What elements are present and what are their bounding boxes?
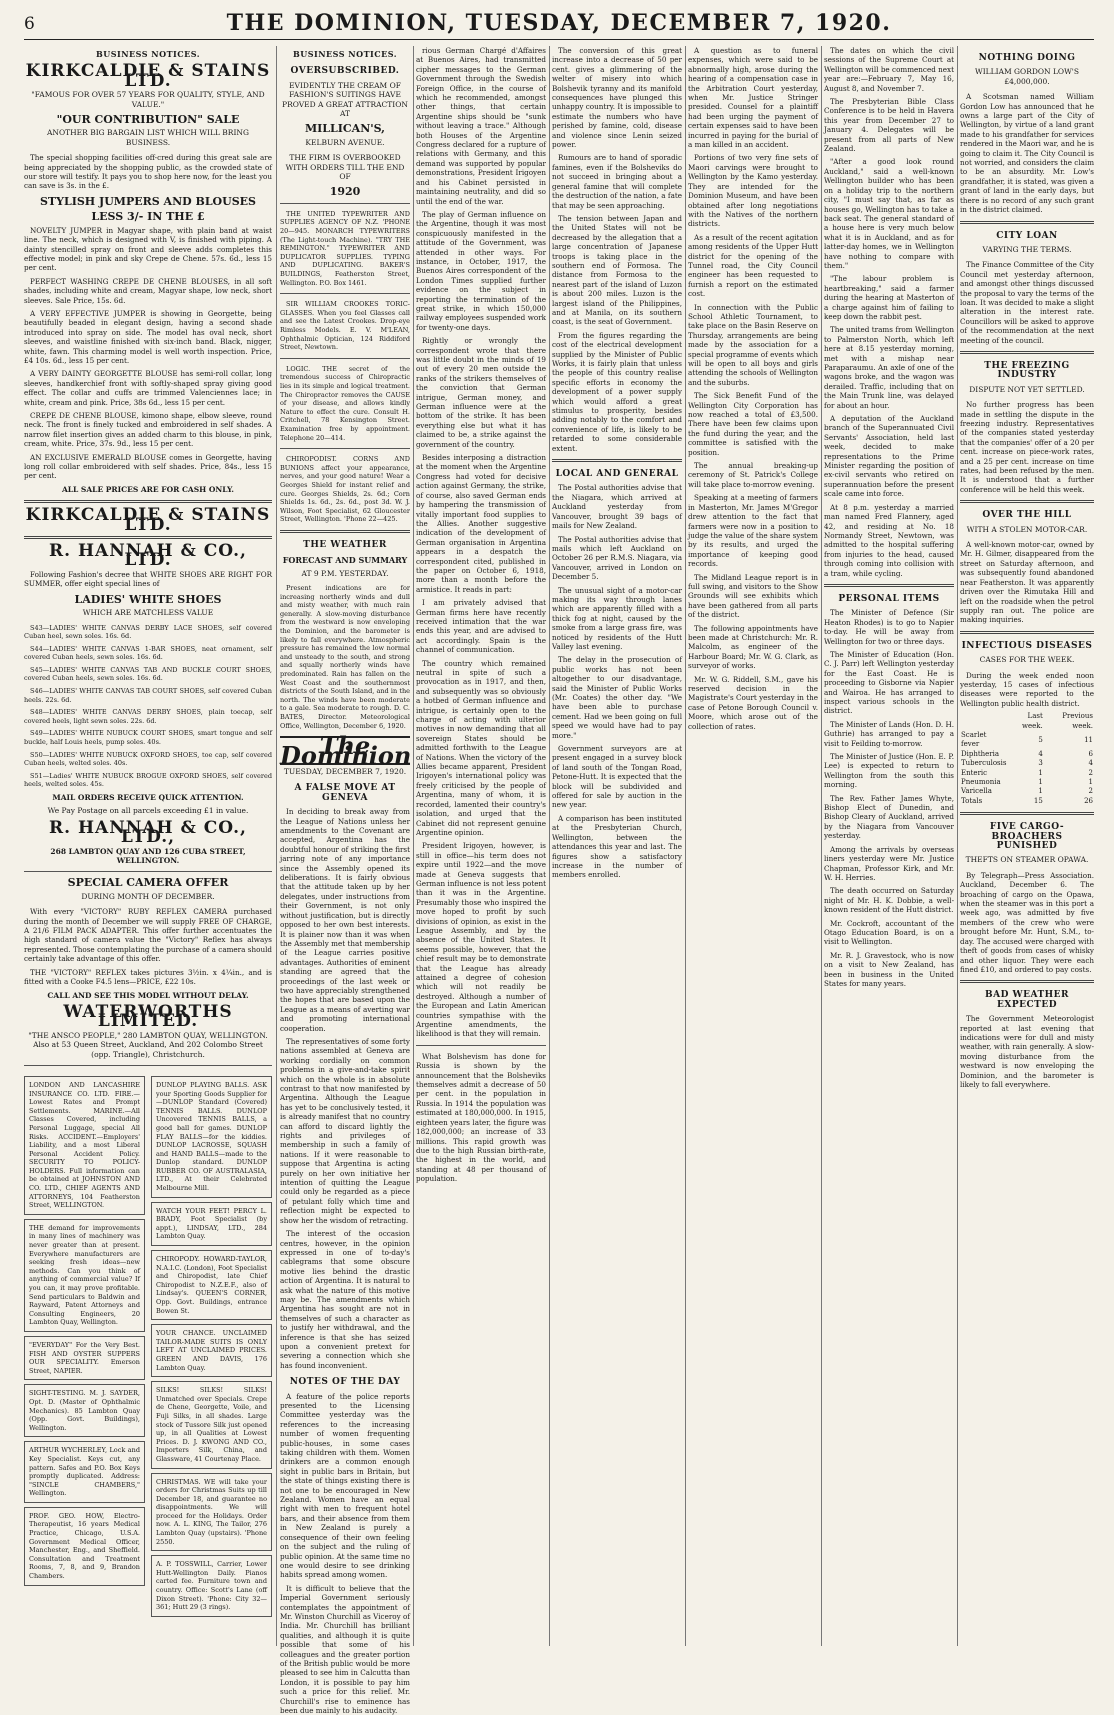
local-item: Speaking at a meeting of farmers in Masterton, Mr. James M'Gregor drew attention to the fact that farmers were now in a position to judge the value of the share system by its results, and urged the importance of keeping good records. [688, 493, 818, 569]
editorial-continued: I am privately advised that German firms here have recently received intimation that the war ends this year, and are advised to act accordingly. Spain is the channel of communication. [416, 598, 546, 655]
shoe-item: S46—LADIES' WHITE CANVAS TAB COURT SHOES, self covered Cuban heels. 22s. 6d. [24, 687, 272, 704]
oversubscribed-heading: OVERSUBSCRIBED. [290, 66, 400, 77]
small-ads-left [24, 1072, 145, 1621]
column-rule [685, 46, 686, 1646]
year-heading: 1920 [329, 185, 361, 199]
millicans-text: THE FIRM IS OVERBOOKED WITH ORDERS TILL THE END OF [285, 153, 405, 182]
waterworths-address: "THE ANSCO PEOPLE," 280 LAMBTON QUAY, WELLINGTON. Also at 53 Queen Street, Auckland, And 202 Colombo Street (opp. Triangle), Christchurch. [28, 1030, 268, 1059]
table-cell: Scarlet fever [961, 730, 987, 749]
sale-intro: The special shopping facilities off-cred during this great sale are being appreciated by the shopping public, as the crowded state of our store will testify. It pays you to shop here now, for the least you can save is 3s. in the £. [24, 153, 272, 191]
diseases-table [960, 712, 1094, 806]
local-item: The dates on which the civil sessions of the Supreme Court at Wellington will be commenced next year are:—February 7, May 16, August 8, and November 7. [824, 46, 954, 93]
table-cell: 11 [1084, 735, 1093, 744]
personal-item: Mr. Cockroft, accountant of the Otago Education Board, is on a visit to Wellington. [824, 918, 954, 947]
nothing-doing-subheading: WILLIAM GORDON LOW'S £4,000,000. [974, 67, 1079, 86]
table-row [960, 778, 1094, 787]
editorial-continued: Besides interposing a distraction at the moment when the Argentine Congress had voted for decisive action against Germany, the strike, of course, also saved German ends by hampering the transmission of vitally important food supplies to the Allies. Another suggestive indication of the development of German organisation in Argentina appears in a despatch the correspondent cited, published in the paper on October 6, 1918, more than a month before the armistice. It reads in part: [416, 453, 546, 594]
table-row [960, 759, 1094, 768]
kirkcaldie-slogan: "FAMOUS FOR OVER 57 YEARS FOR QUALITY, STYLE, AND VALUE." [31, 90, 265, 109]
local-item: "After a good look round Auckland," said a well-known Wellington builder who has been on a holiday trip to the northern city, "I must say that, as far as houses go, Wellington has to take a back seat. The general standard of a house here is very much below what it is in Auckland, and as for latter-day homes, we in Wellington have nothing to compare with them." [824, 157, 954, 270]
local-item: In connection with the Public School Athletic Tournament, to take place on the Basin Reserve on Thursday, arrangements are being made by the association for a special programme of events which will be open to all boys and girls attending the schools of Wellington and the suburbs. [688, 302, 818, 387]
editorial-paragraph: In deciding to break away from the League of Nations unless her amendments to the Covenant are accepted, Argentina has the doubtful honour of striking the first jarring note of any importance since the Assembly opened its deliberations. It is fairly obvious that the attitude taken up by her delegates, under instructions from their Government, is not only without justification, but is directly opposed to her own best interests. It is plainer now than it was when the Assembly met that membership of the League carries positive advantages. Authorities of eminent standing are agreed that the proceedings of the last week or two have appreciably strengthened the hopes that are based upon the League as a means of averting war and promoting international cooperation. [280, 807, 410, 1033]
city-loan-heading: CITY LOAN [996, 230, 1058, 241]
small-ad: THE demand for improvements in many lines of machinery was never greater than at present. Everywhere manufacturers are seeking fresh ideas—new methods. Can you think of anything of commercial value? If you can, it may prove profitable. Send particulars to Baldwin and Rayward, Patent Attorneys and Consulting Engineers, 20 Lambton Quay, Wellington. [24, 1219, 145, 1332]
local-item: The Presbyterian Bible Class Conference is to be held in Havera this year from December 27 to January 4. Delegates will be present from all parts of New Zealand. [824, 97, 954, 154]
local-item: The Postal authorities advise that the Niagara, which arrived at Auckland yesterday from Vancouver, brought 39 bags of mails for New Zealand. [552, 483, 682, 531]
editorial-continued: Rightly or wrongly the correspondent wrote that there was little doubt in the minds of 19 out of every 20 men outside the ranks of the strikers themselves of the conviction that German intrigue, German money, and German influence were at the bottom of the strike. It has been everything else but what it has claimed to be, a strike against the government of the country. [416, 336, 546, 449]
divider [24, 871, 272, 872]
table-header-cell: Last week. [1022, 712, 1043, 730]
page-columns [24, 46, 1095, 1715]
camera-text: With every "VICTORY" RUBY REFLEX CAMERA purchased during the month of December we will supply FREE OF CHARGE, A 21/6 FILM PACK ADAPTER. This offer further accentuates the high standard of camera value the "Victory" Reflex has always represented. Those contemplating the purchase of a camera should certainly take advantage of this offer. [24, 907, 272, 964]
divider [416, 1045, 546, 1046]
local-item: The Midland League report is in full swing, and visitors to the Show Grounds will see exhibits which have been gathered from all parts of the district. [688, 572, 818, 620]
shoe-item: S50—LADIES' WHITE NUBUCK OXFORD SHOES, toe cap, self covered Cuban heels, welted soles. 40s. [24, 750, 272, 768]
table-cell: 1 [1088, 778, 1093, 786]
divider [24, 500, 272, 503]
divider [960, 980, 1094, 983]
table-cell: 26 [1084, 796, 1093, 805]
divider [24, 1065, 272, 1066]
shoe-item: S45—LADIES' WHITE CANVAS TAB AND BUCKLE COURT SHOES, covered Cuban heels, sewn soles. 16s. 6d. [24, 665, 272, 683]
oversubscribed-text: EVIDENTLY THE CREAM OF FASHION'S SUITINGS HAVE PROVED A GREAT ATTRACTION AT [282, 80, 408, 119]
personal-item: The Minister of Education (Hon. C. J. Parr) left Wellington yesterday for the East Coast. He is proceeding to Gisborne via Napier and Wairoa. He has arranged to inspect various schools in the district. [824, 649, 954, 716]
local-item: The delay in the prosecution of public works has not been altogether to our disadvantage, said the Minister of Public Works (Mr. Coates) the other day. "We have been able to purchase cement. Had we been going on full speed we would have had to pay more." [552, 655, 682, 740]
table-header-row [960, 712, 1094, 731]
small-ad: A. P. TOSSWILL, Carrier, Lower Hutt-Wellington Daily. Pianos carted fee. Furniture town and country. Office: Scott's Lane (off Dixon Street). 'Phone: City 32—361; Hutt 29 (3 rings). [151, 1555, 272, 1617]
table-cell: 1 [1038, 787, 1043, 796]
freezing-heading: THE FREEZING INDUSTRY [984, 360, 1070, 381]
local-item: Mr. W. G. Riddell, S.M., gave his reserved decision in the Magistrate's Court yesterday in the case of Petone Borough Council v. Moore, which arose out of the collection of rates. [688, 674, 818, 731]
divider [960, 812, 1094, 815]
hannah-heading: R. HANNAH & CO., LTD. [49, 541, 247, 571]
personal-heading: PERSONAL ITEMS [838, 593, 940, 604]
small-ad: "EVERYDAY" For the Very Best. FISH AND OYSTER SUPPERS OUR SPECIALITY. Emerson Street, NAPIER. [24, 1336, 145, 1380]
editorial-heading: A FALSE MOVE AT GENEVA [294, 783, 396, 803]
table-cell: Pneumonia [961, 778, 1001, 786]
freezing-text: No further progress has been made in settling the dispute in the freezing industry. Representatives of the companies stated yesterday that the companies' offer of a 20 per cent. increase on piece-work rates, and a 25 per cent. increase on time rates, had been refused by the men. It is understood that a further conference will be held this week. [960, 400, 1094, 494]
table-cell: Tuberculosis [961, 759, 1007, 768]
weather-heading: THE WEATHER [303, 539, 387, 550]
table-header-cell [960, 712, 1008, 731]
sale-item: PERFECT WASHING CREPE DE CHENE BLOUSES, in all soft shades, including white and cream, Magyar shape, low neck, short sleeves. Sale Price, 15s. 6d. [24, 276, 272, 305]
discount-heading: LESS 3/- IN THE £ [91, 210, 205, 224]
table-cell: 3 [1038, 759, 1043, 768]
editorial-continued: President Irigoyen, however, is still in office—his term does not expire until 1922—and the move made at Geneva suggests that German influence is not less potent than it was in the Argentine. Presumably those who inspired the move hoped to profit by such divisions of opinion, as exist in the League Assembly, and by the absence of the United States. It seems possible, however, that the chief result may be to demonstrate that the League has already attained a degree of cohesion which will not readily be destroyed. Although a number of the European and Latin American countries sympathise with the Argentine amendments, the likelihood is that they will remain. [416, 841, 546, 1039]
small-ad: CHRISTMAS. WE will take your orders for Christmas Suits up till December 18, and guarantee no disappointments. We will proceed for the Holidays. Order now. A. L. KING, The Tailor, 276 Lambton Quay (upstairs). 'Phone 2550. [151, 1473, 272, 1552]
local-item: Portions of two very fine sets of Maori carvings were brought to Wellington by the Kamo yesterday. They are intended for the Dominion Museum, and have been obtained after long negotiations with the Natives of the northern districts. [688, 153, 818, 229]
table-cell: Enteric [961, 768, 988, 777]
over-hill-text: A well-known motor-car, owned by Mr. H. Gilmer, disappeared from the street on Saturday afternoon, and was subsequently found abandoned near Featherston. It was apparently driven over the Rimutaka Hill and left on the roadside when the petrol supply ran out. The police are making inquiries. [960, 540, 1094, 625]
logic-ad: LOGIC. THE secret of the tremendous success of Chiropractic lies in its simple and logical treatment. The Chiropractor removes the CAUSE of your disease, and allows kindly Nature to effect the cure. Consult H. Critchell, 78 Kensington Street. Examination free by appointment. Telephone 20—414. [280, 364, 410, 442]
divider [960, 631, 1094, 634]
divider [280, 293, 410, 294]
small-ad: SIGHT-TESTING. M. J. SAYDER, Opt. D. (Master of Ophthalmic Mechanics). 85 Lambton Quay (Opp. Govt. Buildings), Wellington. [24, 1384, 145, 1437]
local-item: A deputation of the Auckland branch of the Superannuated Civil Servants' Association, held last week, decided to make representations to the Prime Minister regarding the position of ex-civil servants who retired on superannuation before the present scale came into force. [824, 414, 954, 499]
divider [280, 358, 410, 359]
personal-item: The Minister of Justice (Hon. E. P. Lee) is expected to return to Wellington from the south this morning. [824, 752, 954, 790]
divider [280, 530, 410, 533]
sale-item: A VERY EFFECTIVE JUMPER is showing in Georgette, being beautifully beaded in elegant design, having a second shade introduced into spray on side. The model has oval neck, short sleeves, and waistline finished with six-inch band. Black, nigger, white, fawn. This charming model is well worth inspection. Price, £4 10s. 6d., less 15 per cent. [24, 308, 272, 365]
over-hill-subheading: WITH A STOLEN MOTOR-CAR. [966, 524, 1088, 534]
white-shoes-subheading: WHICH ARE MATCHLESS VALUE [82, 608, 214, 618]
section-header: BUSINESS NOTICES. [95, 49, 201, 59]
over-hill-heading: OVER THE HILL [982, 510, 1072, 521]
table-cell: 2 [1088, 768, 1093, 777]
cargo-text: By Telegraph—Press Association. Auckland, December 6. The broaching of cargo on the Opawa, when the steamer was in this port a week ago, was admitted by five members of the crew who were brought before Mr. Hunt, S.M., to-day. The accused were charged with theft of goods from cases of whisky and other liquor. They were each fined £10, and ordered to pay costs. [960, 870, 1094, 974]
weather-subheading: FORECAST AND SUMMARY [282, 555, 408, 566]
bad-weather-text: The Government Meteorologist reported at last evening that indications were for dull and misty weather, with rain generally. A slow-moving disturbance from the westward is now enveloping the Dominion, and the barometer is likely to fall everywhere. [960, 1014, 1094, 1089]
small-ad: PROF. GEO. HOW, Electro-Therapeutist, 16 years Medical Practice, Chicago, U.S.A. Government Medical Officer, Manchester, Eng., and Sheffield. Consultation and Treatment Rooms, 7, 8, and 9, Brandon Chambers. [24, 1507, 145, 1586]
diseases-heading: INFECTIOUS DISEASES [961, 640, 1093, 651]
hannah-heading-2: R. HANNAH & CO., LTD., [49, 817, 247, 848]
divider [960, 500, 1094, 503]
news-column [552, 46, 682, 1656]
column-rule [957, 46, 958, 1646]
postage-note: We Pay Postage on all parcels exceeding £1 in value. [47, 806, 249, 816]
editorial-date: TUESDAY, DECEMBER 7, 1920. [283, 767, 407, 776]
local-column [688, 46, 818, 1656]
divider [824, 584, 954, 587]
hannah-intro: Following Fashion's decree that WHITE SHOES ARE RIGHT FOR SUMMER, offer eight special lines of [24, 569, 272, 589]
table-cell: 5 [1038, 735, 1043, 744]
divider [552, 459, 682, 462]
notices-column [280, 46, 412, 1715]
sale-item: NOVELTY JUMPER in Magyar shape, with plain band at waist line. The neck, which is designed with V, is finished with piping. A dainty stencilled spray on front and sleeve adds completes this effective model; in pink and sky Crepe de Chene. 57s. 6d., less 15 per cent. [24, 225, 272, 273]
waterworths-heading: WATERWORTHS LIMITED. [63, 1001, 233, 1032]
sale-item: A VERY DAINTY GEORGETTE BLOUSE has semi-roll collar, long sleeves, handkerchief front with softly-shaped spray giving good effect. The collar and cuffs are trimmed Valenciennes lace; in white, cream and pink. Price, 38s 6d., less 15 per cent. [24, 369, 272, 407]
table-cell: 15 [1033, 796, 1043, 805]
hannah-address: 268 LAMBTON QUAY AND 126 CUBA STREET, WELLINGTON. [50, 846, 246, 866]
divider [280, 448, 410, 449]
personal-item: The Rev. Father James Whyte, Bishop Elect of Dunedin, and Bishop Cleary of Auckland, arrived by the Niagara from Vancouver yesterday. [824, 793, 954, 841]
local-item: The unusual sight of a motor-car making its way through lanes which are apparently filled with a thick fog at night, caused by the smoke from a large grass fire, was noticed by residents of the Hutt Valley last evening. [552, 585, 682, 651]
table-cell: 1 [1038, 768, 1043, 777]
shoe-item: S44—LADIES' WHITE CANVAS 1-BAR SHOES, neat ornament, self covered Cuban heels, sewn soles. 16s. 6d. [24, 644, 272, 662]
millicans-heading: MILLICAN'S, [304, 122, 386, 136]
column-rule [821, 46, 822, 1646]
editorial-continued: The country which remained neutral in spite of such a provocation as in 1917, and then, and subsequently was so obviously a hotbed of German influence and intrigue, is certainly open to the charge of acting with ulterior motives in now demanding that all sovereign States should be admitted forthwith to the League of Nations. When the victory of the Allies became apparent, President Irigoyen's international policy was freely criticised by the people of Argentina, many of whom, it is recorded, lamented their country's isolation, and urged that the Cabinet did not represent genuine Argentine opinion. [416, 658, 546, 837]
bad-weather-heading: BAD WEATHER EXPECTED [984, 990, 1070, 1010]
typewriter-ad: THE UNITED TYPEWRITER AND SUPPLIES AGENCY OF N.Z. 'PHONE 20—945. MONARCH TYPEWRITERS (The Light-touch Machine). "TRY THE REMINGTON." TYPEWRITER AND DUPLICATOR SUPPLIES. TYPING AND DUPLICATING. BAKER'S BUILDINGS, Featherston Street, Wellington. P.O. Box 1461. [280, 209, 410, 287]
mail-orders: MAIL ORDERS RECEIVE QUICK ATTENTION. [52, 793, 244, 802]
local-item: The annual breaking-up ceremony of St. Patrick's College will take place to-morrow evening. [688, 461, 818, 489]
personal-item: The death occurred on Saturday night of Mr. H. K. Dobbie, a well-known resident of the Hutt district. [824, 886, 954, 915]
table-row [960, 769, 1094, 778]
editorial-continued: The play of German influence on the Argentine, though it was most conspicuously manifested in the attitude of the Government, was attended in other ways. For instance, in October, 1917, the Buenos Aires correspondent of the London Times supplied further evidence on the subject in reporting the termination of the great strike, in which 150,000 railway employees suspended work for twenty-one days. [416, 209, 546, 332]
personal-item: Among the arrivals by overseas liners yesterday were Mr. Justice Chapman, Professor Kirk, and Mr. W. H. Herries. [824, 844, 954, 882]
notes-continued: The conversion of this great increase into a decrease of 50 per cent. gives a glimmering of the welter of misery into which Bolshevik tyranny and its manifold consequences have plunged this unhappy country. It is impossible to estimate the numbers who have perished by famine, cold, disease and violence since Lenin seized power. [552, 46, 682, 150]
table-cell: Totals [961, 796, 983, 805]
notes-continued: The tension between Japan and the United States will not be decreased by the allegation that a large concentration of Japanese troops is taking place in the southern end of Formosa. The distance from Formosa to the nearest part of the island of Luzon is about 200 miles. Luzon is the largest island of the Philippines, and at Manila, on its southern coast, is the seat of Government. [552, 213, 682, 327]
local-item: At 8 p.m. yesterday a married man named Fred Flannery, aged 42, and residing at No. 18 Normandy Street, Newtown, was admitted to the hospital suffering from injuries to the head, caused through coming into collision with a tram, while cycling. [824, 502, 954, 578]
newspaper-title: THE DOMINION, TUESDAY, DECEMBER 7, 1920. [226, 10, 892, 36]
diseases-subheading: CASES FOR THE WEEK. [979, 655, 1075, 665]
cargo-subheading: THEFTS ON STEAMER OPAWA. [965, 855, 1089, 865]
small-ads-right [151, 1072, 272, 1621]
cash-notice: ALL SALE PRICES ARE FOR CASH ONLY. [61, 484, 235, 494]
crookes-ad: SIR WILLIAM CROOKES TORIC-GLASSES. When you feel Glasses call and see the Latest Crookes. Drop-eye Rimless Models. E. V. M'LEAN, Ophthalmic Optician, 124 Riddiford Street, Newtown. [280, 300, 410, 352]
personal-column [824, 46, 954, 1656]
divider [280, 203, 410, 204]
notes-continued: From the figures regarding the cost of the electrical development supplied by the Minister of Public Works, it is fairly plain that unless the people of this country realise specific efforts in economy the development of a power supply which would afford a great stimulus to prosperity, besides adding notably to the comfort and convenience of life, is likely to be retarded to some considerable extent. [552, 330, 682, 453]
diseases-text: During the week ended noon yesterday, 15 cases of infectious diseases were reported to the Wellington public health district. [960, 670, 1094, 708]
table-cell: 1 [1038, 778, 1043, 786]
cargo-heading: FIVE CARGO-BROACHERS PUNISHED [989, 822, 1065, 852]
camera-heading: SPECIAL CAMERA OFFER [67, 876, 229, 890]
sale-heading: "OUR CONTRIBUTION" SALE [56, 113, 240, 127]
shoe-item: S48—LADIES' WHITE CANVAS DERBY SHOES, plain toecap, self covered heels, light sewn soles. 22s. 6d. [24, 708, 272, 725]
small-ad: ARTHUR WYCHERLEY, Lock and Key Specialist. Keys cut, any pattern. Safes and P.O. Box Keys promptly duplicated. Address: "SINCLE CHAMBERS," Wellington. [24, 1441, 145, 1503]
editorial-column [416, 46, 546, 1656]
section-header: BUSINESS NOTICES. [292, 49, 398, 59]
kirkcaldie-heading: KIRKCALDIE & STAINS LTD. [25, 61, 271, 91]
table-cell: 2 [1088, 787, 1093, 796]
column-rule [276, 46, 277, 1646]
editorial-paragraph: The representatives of some forty nations assembled at Geneva are working cordially on common problems in a give-and-take spirit which on the whole is in absolute contrast to that now manifested by Argentina. Although the League has yet to be conclusively tested, it is already manifest that no country can afford to discard lightly the rights and privileges of membership in such a family of nations. If it were reasonable to suppose that Argentina is acting purely on her own initiative her intention of quitting the League could only be regarded as a piece of petulant folly which time and reflection might be expected to show her the wisdom of retracting. [280, 1036, 410, 1225]
white-shoes-heading: LADIES' WHITE SHOES [74, 592, 222, 606]
local-item: The Sick Benefit Fund of the Wellington City Corporation has now reached a total of £3,500. There have been few claims upon the fund during the year, and the committee is satisfied with the position. [688, 391, 818, 457]
table-cell: Diphtheria [961, 749, 1000, 758]
sale-item: AN EXCLUSIVE EMERALD BLOUSE comes in Georgette, having long roll collar embroidered with self shades. Price, 84s., less 15 per cent. [24, 452, 272, 481]
masthead [24, 6, 1094, 40]
freezing-subheading: DISPUTE NOT YET SETTLED. [969, 384, 1085, 394]
city-loan-text: The Finance Committee of the City Council met yesterday afternoon, and amongst other things discussed the proposal to vary the terms of the loan. It was decided to make a slight alteration in the interest rate. Councillors will be asked to approve of the recommendation at the next meeting of the council. [960, 260, 1094, 345]
table-cell: 4 [1038, 749, 1043, 758]
weather-text: Present indications are for increasing northerly winds and dull and misty weather, with much rain generally. A slow-moving disturbance from the westward is now enveloping the Dominion, and the barometer is likely to fall everywhere. Atmospheric pressure has remained the low normal and unsteady to the south, and strong and squally northerly winds have predominated. Rain has fallen on the West Coast and the southernmost districts of the South Island, and in the north. The winds have been moderate to a gale. Sea moderate to rough. D. C. BATES, Director. Meteorological Office, Wellington, December 6, 1920. [280, 584, 410, 730]
nothing-doing-text: A Scotsman named William Gordon Low has announced that he owns a large part of the City of Wellington, by virtue of a land grant made to his grandfather for services rendered in the Maori war, and he is going to claim it. The City Council is not worried, and considers the claim to be an absurdity. Mr. Low's grandfather, it is stated, was given a grant of land in the early days, but there is no record of any such grant in the district claimed. [960, 92, 1095, 215]
personal-item: The Minister of Lands (Hon. D. H. Guthrie) has arranged to pay a visit to Feilding to-morrow. [824, 719, 954, 748]
local-item: A question as to funeral expenses, which were said to be abnormally high, arose during the hearing of a compensation case in the Arbitration Court yesterday, when Mr. Justice Stringer presided. Counsel for a plaintiff had been urging the payment of certain expenses said to have been incurred in paying for the burial of a man killed in an accident. [688, 46, 818, 150]
notes-paragraph: It is difficult to believe that the Imperial Government seriously contemplates the appointment of Mr. Winston Churchill as Viceroy of India. Mr. Churchill has brilliant qualities, and although it is quite possible that some of his colleagues and the greater portion of the British public would be more pleased to see him in Calcutta than London, it is possible to pay him such a price for this relief. Mr. Churchill's rise to eminence has been due mainly to his audacity. [280, 1583, 410, 1715]
personal-item: The Minister of Defence (Sir Heaton Rhodes) is to go to Napier to-day. He will be away from Wellington for two or three days. [824, 608, 954, 646]
editorial-continued: rious German Chargé d'Affaires at Buenos Aires, had transmitted cipher messages to the German Government through the Swedish Foreign Office, in the course of which he recommended, amongst other things, that certain Argentine ships should be "sunk without leaving a trace." Although both Houses of the Argentine Congress declared for a rupture of relations with Germany, and this demand was supported by popular demonstrations, President Irigoyen and his Cabinet persisted in maintaining neutrality, and did so until the end of the war. [416, 46, 546, 206]
small-ads [24, 1072, 272, 1621]
small-ad: YOUR CHANCE. UNCLAIMED TAILOR-MADE SUITS IS ONLY LEFT AT UNCLAIMED PRICES. GREEN AND DAVIS, 176 Lambton Quay. [151, 1324, 272, 1377]
table-cell: 4 [1088, 759, 1093, 768]
editorial-paragraph: The interest of the occasion centres, however, in the opinion expressed in one of to-day's cablegrams that some obscure motive lies behind the drastic action of Argentina. It is natural to ask what the nature of this motive may be. The amendments which Argentina has sought are not in themselves of such a character as to justify her withdrawal, and the inference is that she has seized upon a convenient pretext for severing a connection which she has found inconvenient. [280, 1229, 410, 1370]
table-header-cell: Previous week. [1062, 712, 1093, 730]
local-item: Government surveyors are at present engaged in a survey block of land south of the Tongan Road, Petone-Hutt. It is expected that the block will be subdivided and offered for sale by auction in the new year. [552, 744, 682, 810]
chiropodist-ad: CHIROPODIST. CORNS AND BUNIONS affect your appearance, nerves, and your good nature! Wear a Georges Shield for instant relief and cure. Georges Shields, 2s. 6d.; Corn Shields 1s. 6d., 2s. 6d., post 3d. W. J. Wilson, Foot Specialist, 62 Gloucester Street, Wellington. 'Phone 22—425. [280, 455, 410, 524]
table-row [960, 787, 1094, 796]
small-ad: DUNLOP PLAYING BALLS. ASK your Sporting Goods Supplier for—DUNLOP Standard (Covered) TENNIS BALLS. DUNLOP Uncovered TENNIS BALLS, a good ball for games. DUNLOP FLAY BALLS—for the kiddies. DUNLOP LACROSSE, SQUASH and HAND BALLS—made to the Dunlop standard. DUNLOP RUBBER CO. OF AUSTRALASIA, LTD., At their Celebrated Melbourne Mill. [151, 1076, 272, 1198]
kirkcaldie-heading-2: KIRKCALDIE & STAINS LTD. [25, 505, 271, 535]
local-item: The Postal authorities advise that mails which left Auckland on October 26 per R.M.S. Niagara, via Vancouver, arrived in London on December 5. [552, 534, 682, 582]
camera-call: CALL AND SEE THIS MODEL WITHOUT DELAY. [47, 990, 249, 1000]
divider [24, 536, 272, 539]
notes-continued: Rumours are to hand of sporadic famines, even if the Bolsheviks do not succeed in bringing about a general famine that will complete the destruction of the nation, a fate that may be seen approaching. [552, 153, 682, 210]
local-item: A comparison has been instituted at the Presbyterian Church, Wellington, between the attendances this year and last. The figures show a satisfactory increase in the number of members enrolled. [552, 813, 682, 880]
personal-item: Mr. R. J. Gravestock, who is now on a visit to New Zealand, has been in business in the United States for many years. [824, 950, 954, 988]
local-general-heading: LOCAL AND GENERAL [555, 469, 679, 480]
shoe-item: S49—LADIES' WHITE NUBUCK COURT SHOES, smart tongue and self buckle, half Louis heels, pump soles. 40s. [24, 729, 272, 747]
millicans-address: KELBURN AVENUE. [305, 137, 385, 147]
advert-column [24, 46, 272, 1656]
camera-price: THE "VICTORY" REFLEX takes pictures 3½in. x 4¼in., and is fitted with a Cooke F4.5 lens—PRICE, £22 10s. [24, 967, 272, 987]
small-ad: LONDON AND LANCASHIRE INSURANCE CO. LTD. FIRE.—Lowest Rates and Prompt Settlements. MARINE.—All Classes Covered, including Personal Luggage, special All Risks. ACCIDENT.—Employers' Liability, and a most Liberal Personal Accident Policy. SECURITY TO POLICY-HOLDERS. Full information can be obtained at JOHNSTON AND CO. LTD., CHIEF AGENTS AND ATTORNEYS, 104 Featherston Street, WELLINGTON. [24, 1076, 145, 1215]
small-ad: WATCH YOUR FEET! PERCY L. BRADY, Foot Specialist (by appt.), LINDSAY, LTD., 284 Lambton Quay. [151, 1202, 272, 1246]
table-total-row [960, 797, 1094, 806]
city-loan-subheading: VARYING THE TERMS. [982, 244, 1072, 254]
weather-time: AT 9 P.M. YESTERDAY. [301, 568, 389, 578]
local-item: The following appointments have been made at Christchurch: Mr. R. Malcolm, as engineer of the Harbour Board; Mr. W. G. Clark, as surveyor of works. [688, 623, 818, 671]
sale-subheading: ANOTHER BIG BARGAIN LIST WHICH WILL BRING BUSINESS. [47, 128, 249, 147]
page-number: 6 [24, 14, 35, 34]
local-item: "The labour problem is heartbreaking," said a farmer during the hearing at Masterton of a charge against him of failing to keep down the rabbit pest. [824, 274, 954, 321]
small-ad: SILKS! SILKS! SILKS! Unmatched over Specials. Crepe de Chene, Georgette, Voile, and Fuji Silks, in all shades. Large stock of Tussore Silk just opened up, in all Qualities at Lowest Prices. D. J. KWONG AND CO., Importers Silk, China, and Glassware, 41 Courtenay Place. [151, 1381, 272, 1468]
briefs-column [960, 46, 1094, 1656]
local-item: As a result of the recent agitation among residents of the Upper Hutt district for the opening of the Tunnel road, the City Council engineer has been requested to furnish a report on the estimated cost. [688, 232, 818, 299]
table-cell: 6 [1088, 749, 1093, 758]
table-row [960, 750, 1094, 759]
table-row [960, 731, 1094, 750]
column-rule [413, 46, 414, 1646]
shoe-item: S51—Ladies' WHITE NUBUCK BROGUE OXFORD SHOES, self covered heels, welted soles. 45s. [24, 771, 272, 789]
divider [960, 221, 1094, 224]
sale-item: CREPE DE CHENE BLOUSE, kimono shape, elbow sleeve, round neck. The front is finely tucked and embroidered in self shades. A narrow filet insertion gives an added charm to this blouse, in pink, cream, white. Price, 37s. 9d., less 15 per cent. [24, 411, 272, 449]
dominion-nameplate: The Dominion [280, 731, 412, 770]
notes-continued: What Bolshevism has done for Russia is shown by the announcement that the Bolsheviks themselves admit a decrease of 50 per cent. in the population in Russia. In 1914 the population was estimated at 180,000,000. In 1915, eighteen years later, the figure was 182,000,000; an increase of 33 millions. This rapid growth was due to the high Russian birth-rate, the highest in the world, and standing at 48 per thousand of population. [416, 1051, 546, 1184]
local-item: The united trams from Wellington to Palmerston North, which left here at 8.15 yesterday morning, met with a mishap near Paraparaumu. An axle of one of the wagons broke, and the wagon was derailed. Traffic, including that on the Main Trunk line, was delayed for about an hour. [824, 325, 954, 410]
notes-heading: NOTES OF THE DAY [289, 1377, 401, 1388]
nothing-doing-heading: NOTHING DOING [978, 53, 1076, 63]
table-cell: Varicella [961, 787, 992, 796]
jumpers-heading: STYLISH JUMPERS AND BLOUSES [39, 194, 256, 208]
divider [960, 351, 1094, 354]
shoe-item: S43—LADIES' WHITE CANVAS DERBY LACE SHOES, self covered Cuban heel, sewn soles. 16s. 6d. [24, 623, 272, 641]
camera-subheading: DURING MONTH OF DECEMBER. [81, 891, 215, 901]
notes-paragraph: A feature of the police reports presented to the Licensing Committee yesterday was the references to the increasing number of women frequenting public-houses, in some cases taking children with them. Women drinkers are a common enough sight in public bars in Britain, but the state of things existing there is not one to be encouraged in New Zealand. Women have an equal right with men to frequent hotel bars, and their absence from them in New Zealand is purely a consequence of their own feeling on the subject and the ruling of public opinion. At the same time no one would desire to see drinking habits spread among women. [280, 1391, 410, 1580]
column-rule [549, 46, 550, 1646]
small-ad: CHIROPODY. HOWARD-TAYLOR, N.A.I.C. (London), Foot Specialist and Chiropodist, late Chief Chiropodist to N.Z.E.F., also of Lindsay's. QUEEN'S CORNER, Opp. Govt. Buildings, entrance Bowen St. [151, 1250, 272, 1320]
